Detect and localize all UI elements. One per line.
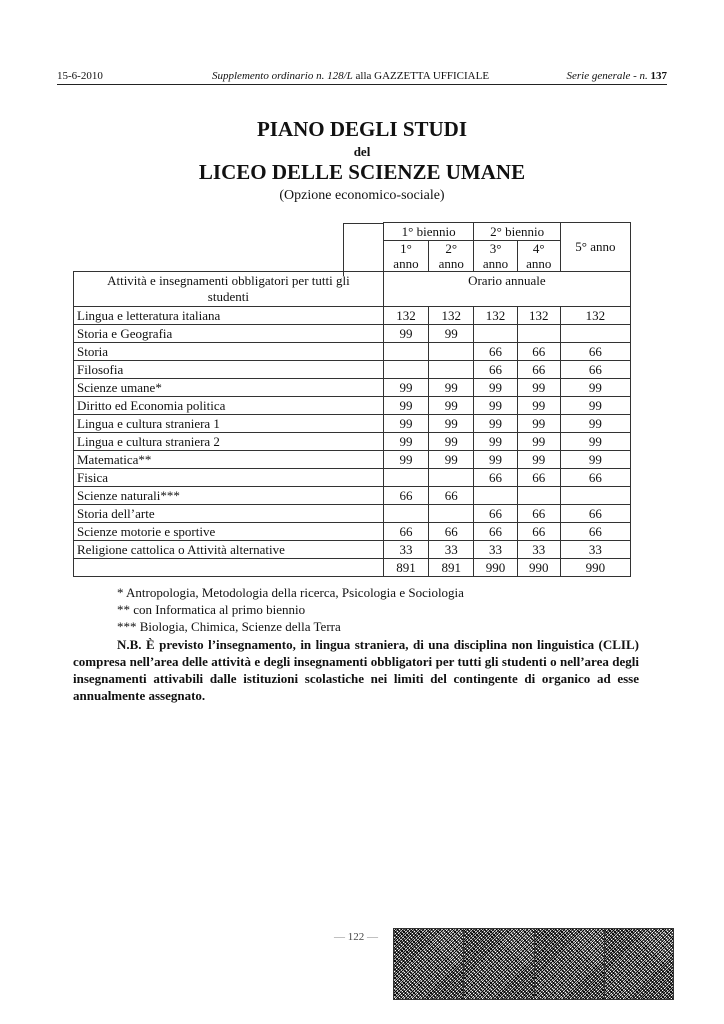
hours-cell: 66 bbox=[560, 505, 630, 523]
header-gazzetta: alla GAZZETTA UFFICIALE bbox=[352, 70, 490, 82]
table-row bbox=[74, 487, 631, 505]
hours-cell: 99 bbox=[429, 433, 474, 451]
subject-rows bbox=[74, 307, 631, 559]
hours-cell: 99 bbox=[429, 451, 474, 469]
barcode-image bbox=[393, 928, 469, 1000]
hours-cell: 99 bbox=[383, 397, 428, 415]
notes-block bbox=[73, 584, 639, 704]
hours-cell: 132 bbox=[560, 307, 630, 325]
barcode-image bbox=[463, 928, 539, 1000]
hours-cell: 132 bbox=[429, 307, 474, 325]
totals-row bbox=[74, 559, 631, 577]
hours-cell bbox=[429, 343, 474, 361]
year-2-label: 2° bbox=[445, 241, 458, 256]
year-3-header bbox=[474, 241, 517, 272]
liceo-title: LICEO DELLE SCIENZE UMANE bbox=[198, 160, 526, 184]
subject-cell: Lingua e cultura straniera 2 bbox=[74, 433, 384, 451]
hours-cell: 99 bbox=[474, 433, 517, 451]
hours-cell: 99 bbox=[474, 397, 517, 415]
page-title: PIANO DEGLI STUDI bbox=[256, 117, 468, 141]
hours-cell: 99 bbox=[474, 451, 517, 469]
total-cell: 891 bbox=[383, 559, 428, 577]
hours-cell: 33 bbox=[474, 541, 517, 559]
table-header-row-2 bbox=[74, 241, 631, 272]
subject-cell: Scienze umane* bbox=[74, 379, 384, 397]
barcode-image bbox=[534, 928, 610, 1000]
subject-cell: Scienze motorie e sportive bbox=[74, 523, 384, 541]
hours-cell: 99 bbox=[517, 379, 560, 397]
subject-cell: Lingua e letteratura italiana bbox=[74, 307, 384, 325]
table-row bbox=[74, 523, 631, 541]
hours-cell: 66 bbox=[517, 361, 560, 379]
note-2: ** con Informatica al primo biennio bbox=[117, 602, 306, 617]
total-cell: 891 bbox=[429, 559, 474, 577]
header-date: 15-6-2010 bbox=[57, 70, 103, 82]
hours-cell bbox=[474, 487, 517, 505]
hours-cell: 99 bbox=[429, 415, 474, 433]
table-row bbox=[74, 541, 631, 559]
totals-label-cell bbox=[74, 559, 384, 577]
hours-cell: 99 bbox=[517, 415, 560, 433]
header-supplement-text: Supplemento ordinario n. 128/L bbox=[212, 70, 353, 82]
activities-header-row bbox=[74, 272, 631, 307]
hours-cell: 66 bbox=[560, 361, 630, 379]
year-2-header bbox=[429, 241, 474, 272]
hours-cell bbox=[517, 325, 560, 343]
hours-cell bbox=[474, 325, 517, 343]
subject-cell: Matematica** bbox=[74, 451, 384, 469]
subject-cell: Storia dell’arte bbox=[74, 505, 384, 523]
total-cell: 990 bbox=[517, 559, 560, 577]
option-subtitle: (Opzione economico-sociale) bbox=[279, 188, 445, 203]
hours-cell: 99 bbox=[383, 325, 428, 343]
hours-cell: 99 bbox=[429, 397, 474, 415]
header-supplement bbox=[212, 70, 489, 82]
table-row bbox=[74, 397, 631, 415]
hours-cell: 66 bbox=[383, 487, 428, 505]
year-3-anno: anno bbox=[482, 256, 509, 271]
hours-cell: 33 bbox=[560, 541, 630, 559]
dash-left: — bbox=[334, 931, 345, 943]
biennio-1-header: 1° biennio bbox=[383, 223, 474, 241]
hours-cell: 99 bbox=[383, 451, 428, 469]
hours-cell bbox=[429, 469, 474, 487]
table-row bbox=[74, 343, 631, 361]
barcode-image bbox=[604, 928, 674, 1000]
year-1-anno: anno bbox=[393, 256, 419, 271]
study-plan-table bbox=[73, 222, 631, 577]
header-series bbox=[567, 70, 668, 82]
hours-cell: 99 bbox=[560, 379, 630, 397]
subject-cell: Lingua e cultura straniera 1 bbox=[74, 415, 384, 433]
hours-cell: 99 bbox=[560, 433, 630, 451]
hours-cell: 99 bbox=[383, 415, 428, 433]
hours-cell: 66 bbox=[474, 343, 517, 361]
table-row bbox=[74, 325, 631, 343]
hours-cell: 99 bbox=[429, 379, 474, 397]
hours-cell bbox=[517, 487, 560, 505]
page-number-block bbox=[334, 931, 378, 943]
year-5-header: 5° anno bbox=[560, 223, 630, 272]
year-4-header bbox=[517, 241, 560, 272]
table-row bbox=[74, 433, 631, 451]
hours-cell: 66 bbox=[383, 523, 428, 541]
year-1-header bbox=[383, 241, 428, 272]
subject-cell: Filosofia bbox=[74, 361, 384, 379]
hours-cell: 66 bbox=[517, 523, 560, 541]
hours-cell bbox=[429, 361, 474, 379]
hours-cell: 66 bbox=[517, 469, 560, 487]
hours-cell bbox=[383, 505, 428, 523]
hours-cell: 99 bbox=[474, 415, 517, 433]
hours-cell: 132 bbox=[383, 307, 428, 325]
orario-header: Orario annuale bbox=[383, 272, 630, 307]
table-row bbox=[74, 415, 631, 433]
note-3: *** Biologia, Chimica, Scienze della Terra bbox=[117, 619, 341, 634]
hours-cell: 66 bbox=[517, 343, 560, 361]
hours-cell: 33 bbox=[383, 541, 428, 559]
table-row bbox=[74, 379, 631, 397]
header-spacer bbox=[74, 241, 384, 272]
hours-cell: 99 bbox=[560, 397, 630, 415]
hours-cell: 66 bbox=[560, 343, 630, 361]
hours-cell: 66 bbox=[560, 469, 630, 487]
header-series-text: Serie generale - n. bbox=[566, 70, 651, 82]
hours-cell: 99 bbox=[383, 433, 428, 451]
biennio-2-header: 2° biennio bbox=[474, 223, 560, 241]
hours-cell: 66 bbox=[560, 523, 630, 541]
hours-cell: 132 bbox=[474, 307, 517, 325]
table-row bbox=[74, 469, 631, 487]
note-1: * Antropologia, Metodologia della ricerca, Psicologia e Sociologia bbox=[117, 585, 464, 600]
hours-cell: 66 bbox=[429, 523, 474, 541]
hours-cell bbox=[383, 361, 428, 379]
subject-cell: Scienze naturali*** bbox=[74, 487, 384, 505]
table-row bbox=[74, 451, 631, 469]
subject-cell: Storia e Geografia bbox=[74, 325, 384, 343]
hours-cell: 99 bbox=[517, 451, 560, 469]
nb-note: N.B. È previsto l’insegnamento, in lingua straniera, di una disciplina non linguistica (CLIL) compresa nell’area delle attività e degli insegnamenti obbligatori per tutti gli studenti o nell’area degli insegnamenti attivabili dalle istituzioni scolastiche nei limiti del contingente di organico ad esse annualmente assegnato. bbox=[73, 637, 639, 703]
title-del: del bbox=[353, 144, 371, 159]
year-4-anno: anno bbox=[526, 256, 552, 271]
hours-cell: 132 bbox=[517, 307, 560, 325]
hours-cell: 99 bbox=[474, 379, 517, 397]
header-rule bbox=[57, 84, 667, 85]
page-number: 122 bbox=[347, 931, 365, 943]
hours-cell: 33 bbox=[517, 541, 560, 559]
hours-cell bbox=[383, 469, 428, 487]
hours-cell: 66 bbox=[517, 505, 560, 523]
year-4-label: 4° bbox=[532, 241, 545, 256]
running-header bbox=[57, 70, 667, 84]
table-row bbox=[74, 505, 631, 523]
hours-cell: 66 bbox=[429, 487, 474, 505]
hours-cell: 99 bbox=[560, 415, 630, 433]
hours-cell bbox=[383, 343, 428, 361]
hours-cell: 66 bbox=[474, 469, 517, 487]
subject-cell: Religione cattolica o Attività alternative bbox=[74, 541, 384, 559]
dash-right: — bbox=[367, 931, 378, 943]
table-row bbox=[74, 307, 631, 325]
hours-cell: 99 bbox=[429, 325, 474, 343]
header-series-number: 137 bbox=[650, 70, 667, 82]
subject-cell: Storia bbox=[74, 343, 384, 361]
hours-cell: 99 bbox=[383, 379, 428, 397]
hours-cell bbox=[560, 487, 630, 505]
subject-cell: Fisica bbox=[74, 469, 384, 487]
hours-cell bbox=[560, 325, 630, 343]
subject-cell: Diritto ed Economia politica bbox=[74, 397, 384, 415]
table-row bbox=[74, 361, 631, 379]
hours-cell: 66 bbox=[474, 523, 517, 541]
hours-cell: 99 bbox=[517, 433, 560, 451]
hours-cell: 66 bbox=[474, 361, 517, 379]
total-cell: 990 bbox=[474, 559, 517, 577]
year-2-anno: anno bbox=[438, 256, 464, 271]
year-1-label: 1° bbox=[400, 241, 412, 256]
hours-cell: 99 bbox=[560, 451, 630, 469]
year-3-label: 3° bbox=[489, 241, 502, 256]
total-cell: 990 bbox=[560, 559, 630, 577]
hours-cell bbox=[429, 505, 474, 523]
hours-cell: 66 bbox=[474, 505, 517, 523]
hours-cell: 33 bbox=[429, 541, 474, 559]
activities-header: Attività e insegnamenti obbligatori per tutti gli studenti bbox=[74, 272, 384, 307]
hours-cell: 99 bbox=[517, 397, 560, 415]
